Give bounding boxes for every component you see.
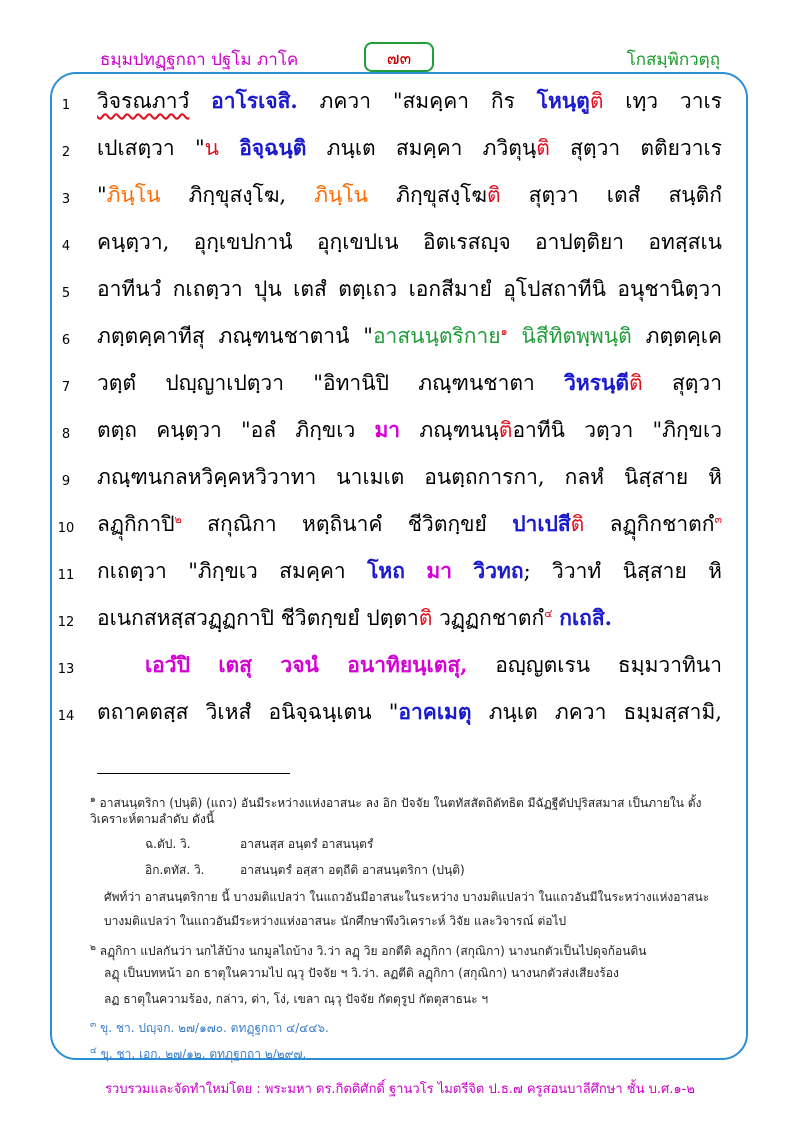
text-span: ติ: [418, 606, 433, 630]
footnote-1-extra-2: บางมติแปลว่า ในแถวอันมีระหว่างแห่งอาสนะ นักศึกษาพึงวิเคราะห์ วิจัย และวิจารณ์ ต่อไป: [104, 914, 567, 928]
chapter-title: โกสมฺพิกวตฺถุ: [626, 50, 720, 70]
text-span: ติ: [536, 136, 550, 160]
text-span: อญฺญตเรน ธมฺมวาทินา: [467, 653, 722, 677]
text-span: อาสนนฺตริกาย: [372, 324, 501, 348]
text-span: มา: [374, 417, 401, 442]
line-text: [97, 509, 722, 539]
text-span: โหถ: [367, 558, 405, 583]
text-lines: [0, 82, 800, 740]
text-line: [0, 693, 800, 740]
line-number: 11: [57, 568, 75, 583]
footnote-1-row-1: ฉ.ตัป. วิ. อาสนสฺส อนฺตรํ อาสนนฺตรํ: [145, 837, 374, 851]
line-number: 5: [61, 286, 71, 301]
text-span: ภิกฺขุสงฺโฆ: [368, 183, 487, 207]
line-number: 7: [61, 380, 71, 395]
line-number: 6: [61, 333, 71, 348]
line-text: [97, 368, 722, 398]
text-span: ติ: [589, 89, 604, 113]
text-span: ภนฺเต ภควา ธมฺมสฺสามิ,: [471, 700, 722, 724]
text-span: ภณฺฑนกลหวิคฺคหวิวาทา นาเมเต อนตฺถการกา, กลหํ นิสฺสาย หิ: [97, 465, 722, 489]
text-span: วตฺตํ ปญฺญาเปตฺวา "อิทานิปิ ภณฺฑนชาตา: [97, 371, 565, 395]
text-line: [0, 364, 800, 411]
text-span: อเนกสหสฺสวฏฺฏกาปิ ชีวิตกฺขยํ ปตฺตา: [97, 606, 419, 630]
text-span: เอวํปิ เตสุ วจนํ อนาทิยนฺเตสุ,: [145, 652, 468, 677]
footnote-1-row-2: อิก.ตทัส. วิ. อาสนนฺตรํ อสฺสา อตฺถีติ อาสนนฺตริกา (ปนฺติ): [145, 863, 465, 877]
text-span: อาทีนวํ กเถตฺวา ปุน เตสํ ตตฺเถว เอกสีมายํ อุโปสถาทีนิ อนุชานิตฺวา: [97, 277, 722, 301]
page-footer: รวบรวมและจัดทำใหม่โดย : พระมหา ดร.กิตติศักดิ์ ฐานวโร ไมตรีจิต ป.ธ.๗ ครูสอนบาลีศึกษา ชั้น บ.ศ.๑-๒: [105, 1082, 695, 1097]
line-text: [97, 556, 722, 586]
text-span: ลฏุกิกาปิ: [97, 512, 175, 536]
text-span: อาโรเจสิ.: [211, 88, 298, 113]
text-line: [0, 129, 800, 176]
line-number: 14: [57, 709, 75, 724]
text-span: สุตฺวา เตสํ สนฺติกํ: [500, 183, 722, 207]
text-span: ภควา "สมคฺคา กิร: [297, 89, 537, 113]
line-number: 9: [61, 474, 71, 489]
text-span: โหนฺตู: [536, 88, 590, 113]
text-span: กเถสิ.: [559, 605, 612, 630]
line-text: [97, 650, 722, 680]
line-number: 3: [61, 192, 71, 207]
text-span: ภิกฺขุสงฺโฆ,: [160, 183, 315, 207]
text-line: [0, 552, 800, 599]
line-number: 2: [61, 145, 71, 160]
text-span: ติ: [629, 371, 643, 395]
text-span: ภินฺโน: [314, 183, 369, 207]
footnote-2: $^๒$ ลฏุกิกา แปลกันว่า นกไส้บ้าง นกมูลไถบ้าง วิ.ว่า ลฏุ วิย อกตีติ ลฏุกิกา (สกุณิกา) นางนกตัวเป็นไปดุจก้อนดิน: [90, 943, 647, 958]
line-text: [97, 321, 722, 351]
text-span: สุตฺวา: [642, 371, 722, 395]
text-span: ติ: [498, 418, 513, 442]
footnote-2-line-2: ลฏุ เป็นบทหน้า อก ธาตุในความไป ณฺวุ ปัจจัย ฯ วิ.ว่า. ลฏตีติ ลฏุกิกา (สกุณิกา) นางนกตัวส่งเสียงร้อง: [104, 966, 619, 980]
page-header: [0, 42, 800, 76]
text-line: [0, 505, 800, 552]
text-span: ; วิวาทํ นิสฺสาย หิ: [523, 559, 722, 583]
text-span: ภินฺโน: [106, 183, 161, 207]
text-span: วิจรณภาวํ: [97, 89, 190, 113]
line-text: [97, 227, 722, 257]
text-span: ตถาคตสฺส วิเหสํ อนิจฺฉนฺเตน ": [97, 700, 399, 724]
line-text: [97, 415, 722, 445]
text-span: อาคเมตุ: [398, 699, 472, 724]
text-span: ลฏุกิกชาตกํ: [584, 512, 715, 536]
text-span: ภตฺตคฺคาทีสุ ภณฺฑนชาตานํ ": [97, 324, 373, 348]
text-line: [0, 411, 800, 458]
text-span: อิจฺฉนฺติ: [239, 135, 307, 160]
footnote-ref: ๔: [544, 607, 553, 620]
line-text: [97, 603, 722, 633]
text-line: [0, 223, 800, 270]
book-title: ธมฺมปทฏฺฐกถา ปฐโม ภาโค: [100, 50, 299, 70]
line-number: 4: [61, 239, 71, 254]
line-number: 10: [57, 521, 75, 536]
text-span: น: [204, 136, 219, 160]
text-span: [219, 136, 239, 160]
line-text: [97, 697, 722, 727]
text-line: [0, 82, 800, 129]
line-text: [97, 133, 722, 163]
line-text: [97, 462, 722, 492]
line-number: 13: [57, 662, 75, 677]
line-number: 8: [61, 427, 71, 442]
text-span: สกุณิกา หตฺถินาคํ ชีวิตกฺขยํ: [181, 512, 513, 536]
line-text: [97, 86, 722, 116]
text-span: [452, 559, 473, 583]
footnote-ref: ๑: [500, 325, 508, 338]
text-span: ": [97, 183, 107, 207]
text-span: [189, 89, 211, 113]
text-span: [405, 559, 426, 583]
text-span: ภตฺตคฺเค: [631, 324, 722, 348]
footnote-divider: [97, 773, 290, 774]
page-number-badge: ๗๓: [364, 42, 434, 72]
line-text: [97, 274, 722, 304]
footnote-ref: ๒: [174, 513, 182, 526]
text-line: [0, 270, 800, 317]
text-span: เปเสตฺวา ": [97, 136, 205, 160]
footnote-2-line-3: ลฏ ธาตุในความร้อง, กล่าว, ด่า, โง่, เขลา ณฺวุ ปัจจัย กัตตุรูป กัตตุสาธนะ ฯ: [104, 992, 489, 1006]
footnote-3: $^๓$ ขุ. ชา. ปญฺจก. ๒๗/๑๗๐. ตทฏฺฐกถา ๔/๔๔๖.: [90, 1020, 329, 1035]
text-span: คนฺตฺวา, อุกฺเขปกานํ อุกฺเขปเน อิตเรสญฺจ อาปตฺติยา อทสฺสเน: [97, 230, 722, 254]
text-span: นิสีทิตพฺพนฺติ: [507, 324, 632, 348]
text-line: [0, 458, 800, 505]
footnote-1: $^๑$ อาสนนฺตริกา (ปนฺติ) (แถว) อันมีระหว่างแห่งอาสนะ ลง อิก ปัจจัย ในตทัสสัตถิตัทธิต มีฉัฏฐีตัปปุริสสมาส เป็นภายใน ตั้งวิเคราะห์ตามลำดับ ดังนี้: [90, 795, 702, 826]
text-span: มา: [426, 558, 453, 583]
text-span: กเถตฺวา "ภิกฺขเว สมคฺคา: [97, 559, 368, 583]
line-text: [97, 180, 722, 210]
line-number: 1: [61, 98, 71, 113]
text-span: ติ: [486, 183, 501, 207]
text-span: ตตฺถ คนฺตฺวา "อลํ ภิกฺขเว: [97, 418, 375, 442]
text-line: [0, 176, 800, 223]
text-span: วิวทถ: [473, 558, 524, 583]
text-span: ภณฺฑนนฺ: [400, 418, 499, 442]
text-span: อาทีนิ วตฺวา "ภิกฺขเว: [512, 418, 723, 442]
text-line: [0, 317, 800, 364]
text-span: ปาเปสี: [512, 511, 571, 536]
text-span: สุตฺวา ตติยวาเร: [549, 136, 722, 160]
text-span: ภนฺเต สมคฺคา ภวิตุนฺ: [306, 136, 537, 160]
footnote-1-extra-1: ศัพท์ว่า อาสนนฺตริกาย นี้ บางมติแปลว่า ในแถวอันมีอาสนะในระหว่าง บางมติแปลว่า ในแถวอันมีในระหว่างแห่งอาสนะ: [104, 890, 710, 904]
text-line: [0, 646, 800, 693]
footnote-ref: ๓: [714, 513, 722, 526]
line-number: 12: [57, 615, 75, 630]
text-line: [0, 599, 800, 646]
text-span: ติ: [570, 512, 585, 536]
text-span: เทฺว วาเร: [603, 89, 722, 113]
text-span: วิหรนฺตี: [564, 370, 630, 395]
text-span: วฏฺฏกชาตกํ: [432, 606, 545, 630]
footnote-4: $^๔$ ขุ. ชา. เอก. ๒๗/๑๒. ตทฏฺฐกถา ๒/๒๙๗.: [90, 1046, 307, 1061]
